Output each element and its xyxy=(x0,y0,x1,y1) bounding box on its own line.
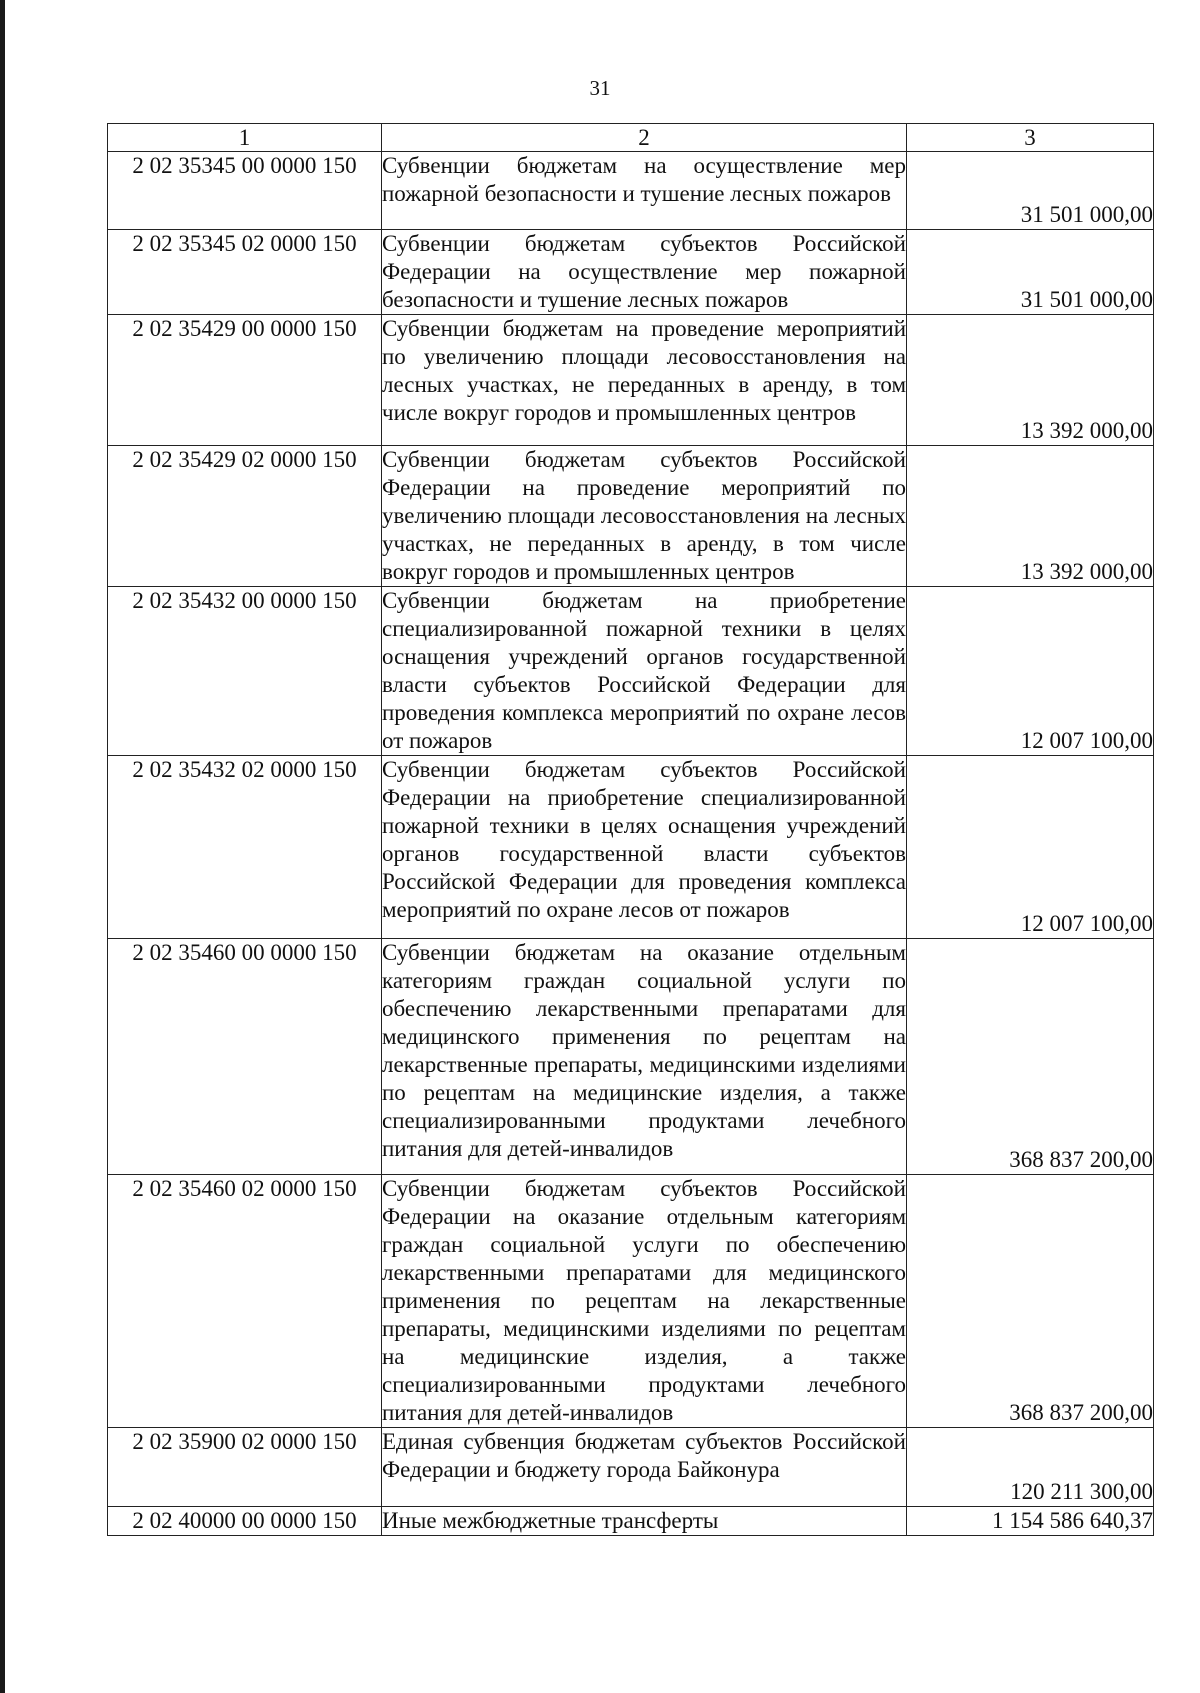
budget-amount: 368 837 200,00 xyxy=(907,939,1154,1175)
column-header-amount: 3 xyxy=(907,124,1154,152)
budget-amount: 31 501 000,00 xyxy=(907,152,1154,230)
header-row xyxy=(108,124,1154,152)
budget-amount: 12 007 100,00 xyxy=(907,587,1154,756)
budget-amount: 1 154 586 640,37 xyxy=(907,1507,1154,1536)
budget-description: Единая субвенция бюджетам субъектов Российской Федерации и бюджету города Байконура xyxy=(382,1428,907,1507)
budget-description: Субвенции бюджетам субъектов Российской Федерации на оказание отдельным категориям граждан социальной услуги по обеспечению лекарственными препаратами для медицинского применения по рецептам на лекарственные препараты, медицинскими изделиями по рецептам на медицинские изделия, а также специализированными продуктами лечебного питания для детей-инвалидов xyxy=(382,1175,907,1428)
budget-description: Субвенции бюджетам субъектов Российской Федерации на проведение мероприятий по увеличению площади лесовосстановления на лесных участках, не переданных в аренду, в том числе вокруг городов и промышленных центров xyxy=(382,446,907,587)
budget-amount: 12 007 100,00 xyxy=(907,756,1154,939)
table-row xyxy=(108,939,1154,1175)
budget-description: Субвенции бюджетам на проведение мероприятий по увеличению площади лесовосстановления на лесных участках, не переданных в аренду, в том числе вокруг городов и промышленных центров xyxy=(382,315,907,446)
budget-amount: 120 211 300,00 xyxy=(907,1428,1154,1507)
budget-amount: 31 501 000,00 xyxy=(907,230,1154,315)
budget-code: 2 02 35429 02 0000 150 xyxy=(108,446,382,587)
table-row xyxy=(108,1428,1154,1507)
table-row xyxy=(108,1507,1154,1536)
table-row xyxy=(108,152,1154,230)
budget-code: 2 02 35460 02 0000 150 xyxy=(108,1175,382,1428)
budget-code: 2 02 35345 00 0000 150 xyxy=(108,152,382,230)
budget-code: 2 02 35460 00 0000 150 xyxy=(108,939,382,1175)
budget-code: 2 02 35432 00 0000 150 xyxy=(108,587,382,756)
table-row xyxy=(108,1175,1154,1428)
budget-code: 2 02 35900 02 0000 150 xyxy=(108,1428,382,1507)
column-header-description: 2 xyxy=(382,124,907,152)
budget-description: Субвенции бюджетам субъектов Российской Федерации на осуществление мер пожарной безопасности и тушение лесных пожаров xyxy=(382,230,907,315)
table-row xyxy=(108,230,1154,315)
budget-description: Субвенции бюджетам на оказание отдельным категориям граждан социальной услуги по обеспечению лекарственными препаратами для медицинского применения по рецептам на лекарственные препараты, медицинскими изделиями по рецептам на медицинские изделия, а также специализированными продуктами лечебного питания для детей-инвалидов xyxy=(382,939,907,1175)
table-row xyxy=(108,756,1154,939)
budget-code: 2 02 35429 00 0000 150 xyxy=(108,315,382,446)
budget-description: Субвенции бюджетам субъектов Российской Федерации на приобретение специализированной пожарной техники в целях оснащения учреждений органов государственной власти субъектов Российской Федерации для проведения комплекса мероприятий по охране лесов от пожаров xyxy=(382,756,907,939)
budget-description: Субвенции бюджетам на осуществление мер пожарной безопасности и тушение лесных пожаров xyxy=(382,152,907,230)
table-row xyxy=(108,587,1154,756)
budget-amount: 368 837 200,00 xyxy=(907,1175,1154,1428)
table-row xyxy=(108,446,1154,587)
budget-amount: 13 392 000,00 xyxy=(907,315,1154,446)
budget-code: 2 02 40000 00 0000 150 xyxy=(108,1507,382,1536)
budget-description: Иные межбюджетные трансферты xyxy=(382,1507,907,1536)
column-header-code: 1 xyxy=(108,124,382,152)
table-row xyxy=(108,315,1154,446)
budget-amount: 13 392 000,00 xyxy=(907,446,1154,587)
scan-edge xyxy=(0,0,5,1693)
budget-code: 2 02 35432 02 0000 150 xyxy=(108,756,382,939)
page-number: 31 xyxy=(589,76,611,100)
budget-code: 2 02 35345 02 0000 150 xyxy=(108,230,382,315)
budget-description: Субвенции бюджетам на приобретение специализированной пожарной техники в целях оснащения учреждений органов государственной власти субъектов Российской Федерации для проведения комплекса мероприятий по охране лесов от пожаров xyxy=(382,587,907,756)
budget-table xyxy=(107,123,1154,1536)
